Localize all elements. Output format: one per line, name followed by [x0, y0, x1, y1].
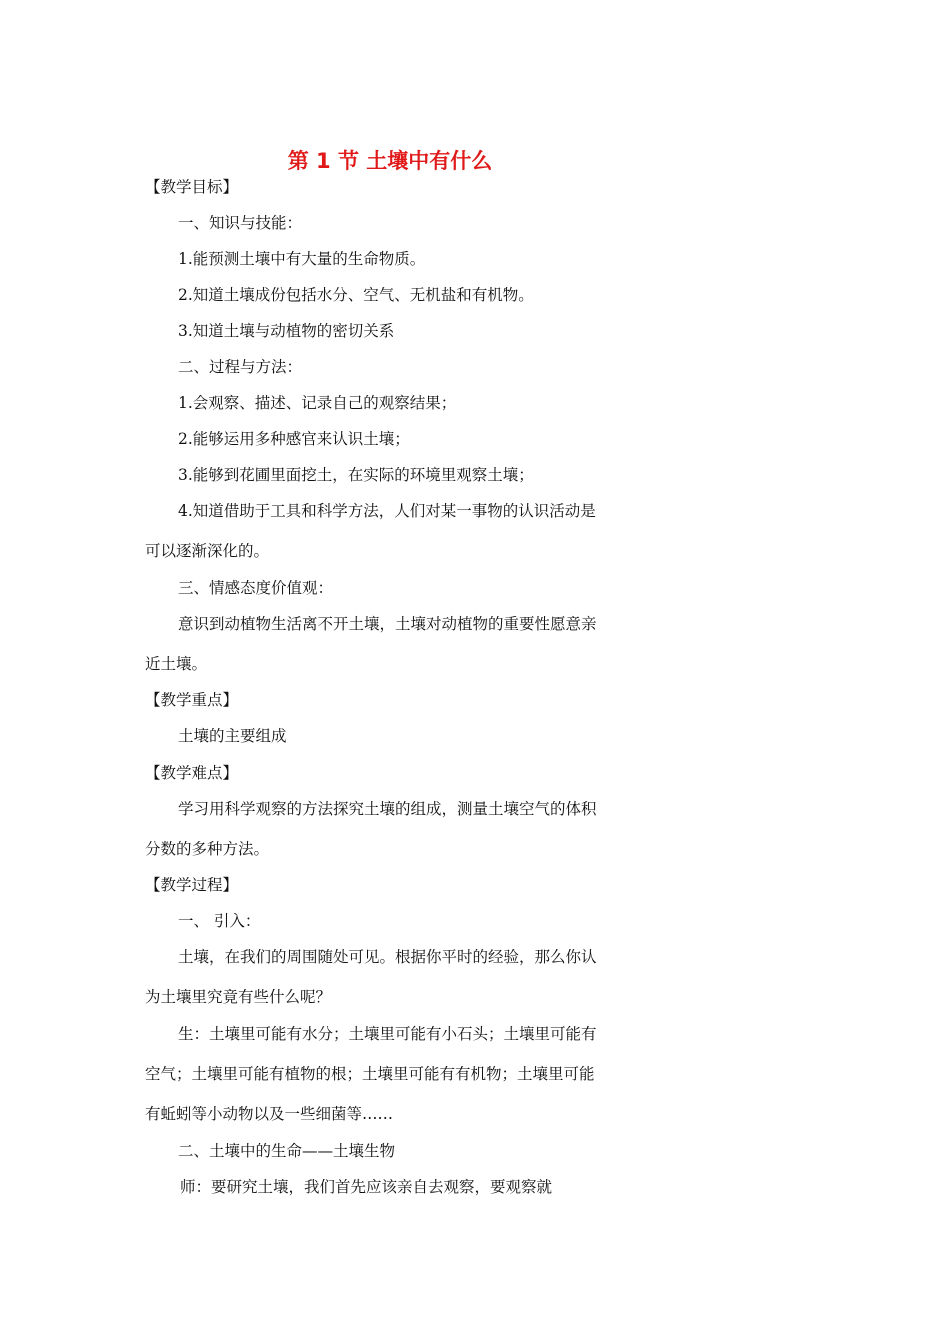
paragraph: 学习用科学观察的方法探究土壤的组成，测量土壤空气的体积 [178, 800, 597, 818]
paragraph-continuation: 有蚯蚓等小动物以及一些细菌等…… [145, 1105, 394, 1123]
list-item: 1.能预测土壤中有大量的生命物质。 [178, 250, 426, 268]
section-heading-key-points: 【教学重点】 [145, 691, 239, 709]
list-item: 4.知道借助于工具和科学方法，人们对某一事物的认识活动是 [178, 502, 596, 520]
subheading-knowledge-skills: 一、知识与技能： [178, 214, 303, 232]
list-item-continuation: 可以逐渐深化的。 [145, 542, 270, 560]
list-item: 3.能够到花圃里面挖土，在实际的环境里观察土壤； [178, 466, 534, 484]
paragraph-continuation: 分数的多种方法。 [145, 840, 270, 858]
paragraph: 土壤，在我们的周围随处可见。根据你平时的经验，那么你认 [178, 948, 597, 966]
paragraph: 意识到动植物生活离不开土壤，土壤对动植物的重要性愿意亲 [178, 615, 597, 633]
subheading-soil-organisms: 二、土壤中的生命——土壤生物 [178, 1142, 396, 1160]
paragraph-continuation: 空气；土壤里可能有植物的根；土壤里可能有有机物；土壤里可能 [145, 1065, 595, 1083]
section-heading-objectives: 【教学目标】 [145, 178, 239, 196]
section-heading-process: 【教学过程】 [145, 876, 239, 894]
paragraph: 师：要研究土壤，我们首先应该亲自去观察，要观察就 [180, 1178, 553, 1196]
list-item: 2.知道土壤成份包括水分、空气、无机盐和有机物。 [178, 286, 534, 304]
paragraph-continuation: 为土壤里究竟有些什么呢？ [145, 988, 332, 1006]
paragraph-continuation: 近土壤。 [145, 655, 208, 673]
subheading-process-method: 二、过程与方法： [178, 358, 303, 376]
subheading-attitude-values: 三、情感态度价值观： [178, 579, 334, 597]
subheading-introduction: 一、 引入： [178, 912, 261, 930]
paragraph: 土壤的主要组成 [178, 727, 287, 745]
page-title: 第 1 节 土壤中有什么 [287, 149, 493, 173]
section-heading-difficulties: 【教学难点】 [145, 764, 239, 782]
list-item: 2.能够运用多种感官来认识土壤； [178, 430, 410, 448]
list-item: 3.知道土壤与动植物的密切关系 [178, 322, 395, 340]
paragraph: 生：土壤里可能有水分；土壤里可能有小石头；土壤里可能有 [178, 1025, 597, 1043]
list-item: 1.会观察、描述、记录自己的观察结果； [178, 394, 457, 412]
